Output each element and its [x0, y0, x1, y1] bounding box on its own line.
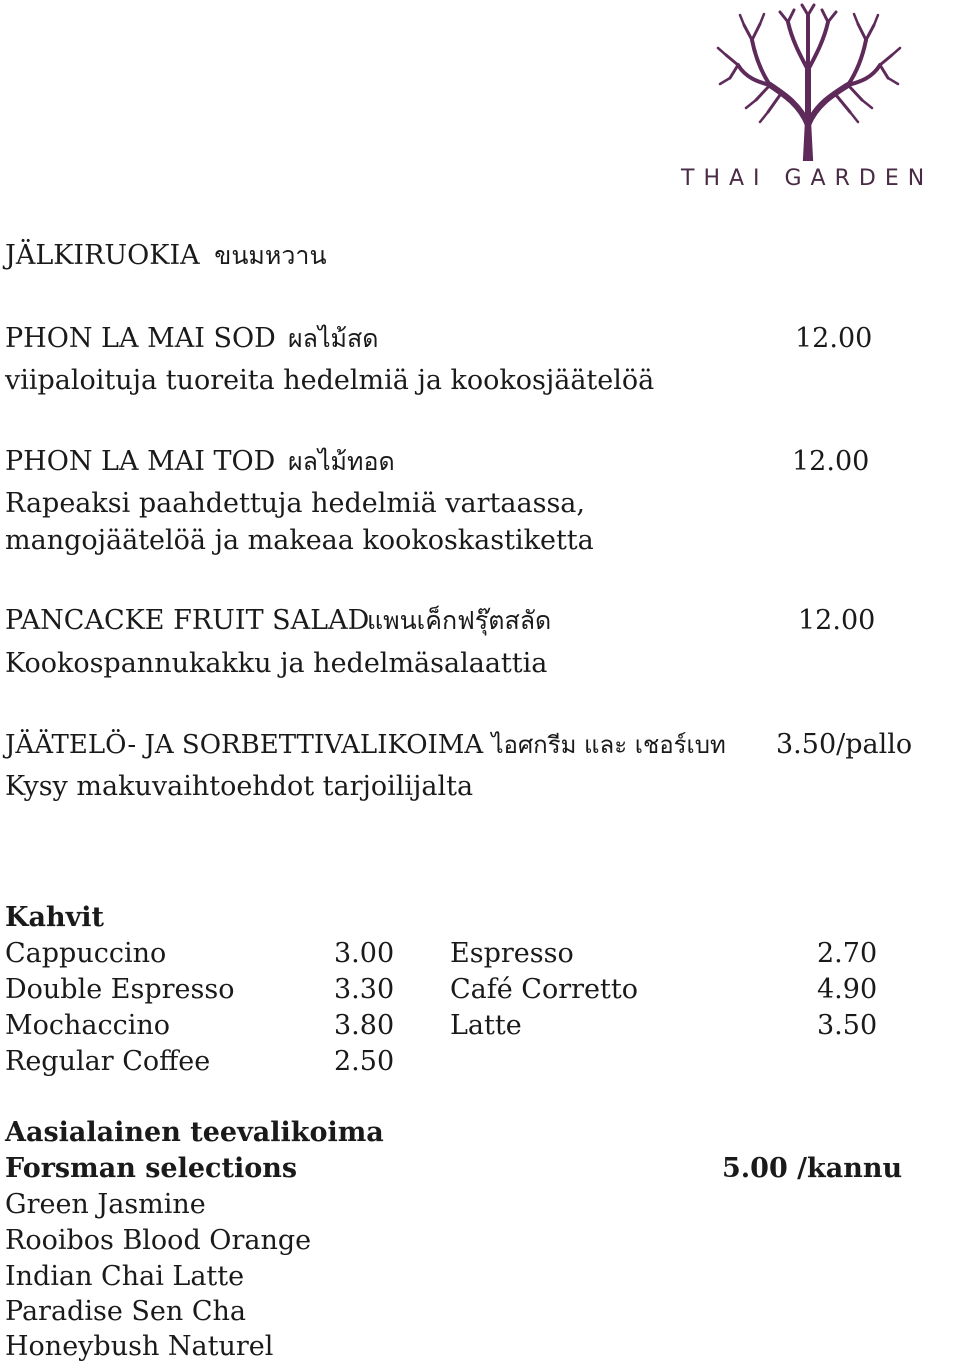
tea-item: Green Jasmine [5, 1189, 206, 1220]
item-name-th: ผลไม้สด [288, 324, 379, 353]
desserts-heading [5, 240, 327, 272]
coffee-heading: Kahvit [5, 902, 105, 933]
coffee-item-price: 2.50 [334, 1046, 395, 1077]
coffee-item-name: Regular Coffee [5, 1046, 211, 1077]
tea-item: Honeybush Naturel [5, 1331, 274, 1362]
coffee-item-name: Café Corretto [450, 974, 638, 1005]
item-name-fi: PANCACKE FRUIT SALAD [5, 605, 370, 636]
coffee-item-name: Cappuccino [5, 938, 167, 969]
item-name-th: ผลไม้ทอด [288, 447, 395, 476]
icecream-name [5, 729, 726, 761]
item-price: 12.00 [792, 446, 870, 477]
menu-item-name [5, 605, 552, 637]
coffee-item-name: Latte [450, 1010, 522, 1041]
coffee-item-name: Mochaccino [5, 1010, 171, 1041]
item-name-fi: PHON LA MAI TOD [5, 446, 276, 477]
icecream-name-th: ไอศกรีม และ เชอร์เบท [491, 731, 726, 759]
icecream-description: Kysy makuvaihtoehdot tarjoilijalta [5, 771, 474, 802]
item-description: Kookospannukakku ja hedelmäsalaattia [5, 648, 548, 679]
coffee-item-price: 3.50 [817, 1010, 878, 1041]
desserts-heading-fi: JÄLKIRUOKIA [5, 240, 200, 271]
icecream-name-fi: JÄÄTELÖ- JA SORBETTIVALIKOIMA [5, 730, 484, 760]
coffee-item-price: 4.90 [817, 974, 878, 1005]
tea-item: Rooibos Blood Orange [5, 1225, 312, 1256]
item-price: 12.00 [798, 605, 876, 636]
tea-selection-label: Forsman selections [5, 1153, 298, 1184]
item-name-th: แพนเค็กฟรุ๊ตสลัด [367, 606, 552, 635]
item-description: Rapeaksi paahdettuja hedelmiä vartaassa, [5, 488, 585, 519]
icecream-price: 3.50/pallo [776, 729, 913, 760]
tea-price: 5.00 /kannu [722, 1153, 903, 1184]
coffee-item-name: Double Espresso [5, 974, 235, 1005]
tea-item: Paradise Sen Cha [5, 1296, 246, 1327]
coffee-item-price: 3.00 [334, 938, 395, 969]
item-name-fi: PHON LA MAI SOD [5, 323, 276, 354]
coffee-item-price: 2.70 [817, 938, 878, 969]
tea-heading: Aasialainen teevalikoima [5, 1117, 384, 1148]
logo-wordmark: THAI GARDEN [681, 166, 934, 191]
item-description: viipaloituja tuoreita hedelmiä ja kookosjäätelöä [5, 365, 655, 396]
menu-item-name [5, 323, 379, 355]
desserts-heading-th: ขนมหวาน [214, 241, 327, 270]
coffee-item-price: 3.30 [334, 974, 395, 1005]
tea-item: Indian Chai Latte [5, 1261, 245, 1292]
coffee-item-price: 3.80 [334, 1010, 395, 1041]
coffee-item-name: Espresso [450, 938, 574, 969]
item-price: 12.00 [795, 323, 873, 354]
item-description: mangojäätelöä ja makeaa kookoskastiketta [5, 525, 594, 556]
menu-item-name [5, 446, 395, 478]
